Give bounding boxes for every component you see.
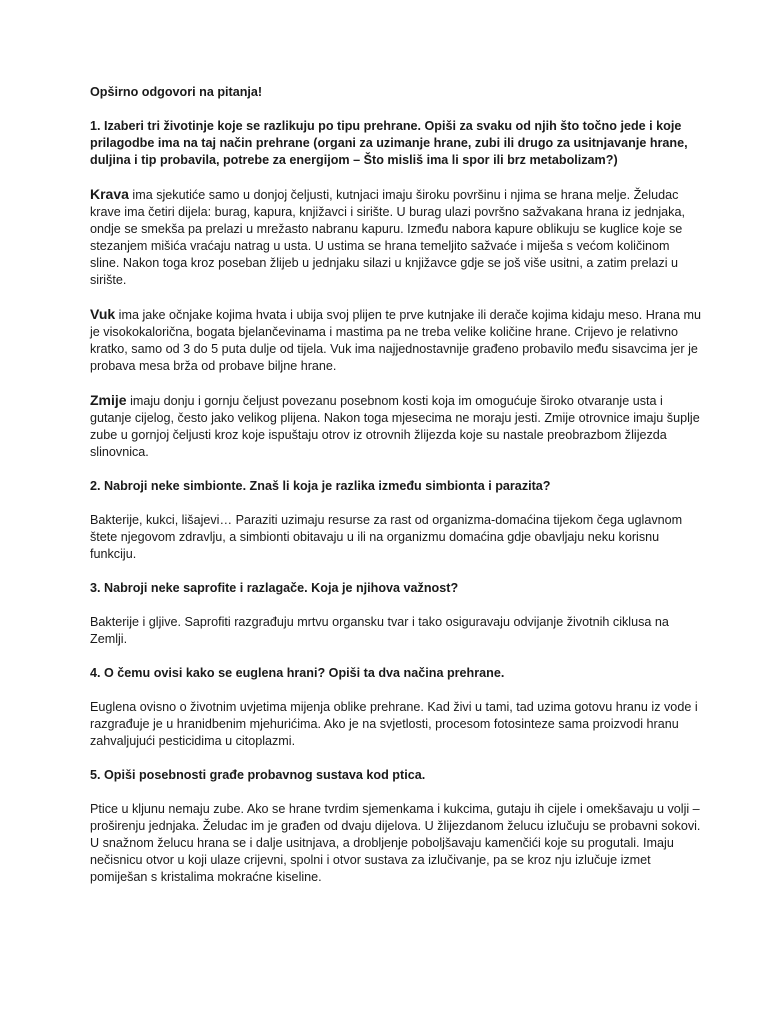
document-title: Opširno odgovori na pitanja! bbox=[90, 85, 263, 99]
text-krava: ima sjekutiće samo u donjoj čeljusti, kutnjaci imaju široku površinu i njima se hrana melje. Želudac krave ima četiri dijela: burag, kapura, knjižavci i sirište. U burag ulazi površno sažvakana hrana iz jednjaka, ondje se smekša pa prelazi u mrežasto nabranu kapuru. Između nabora kapure oblikuju se kuglice koje se stezanjem mišića vraćaju natrag u usta. U ustima se hrana temeljito sažvaće i miješa s većom količinom sline. Nakon toga kroz poseban žlijeb u jednjaku silazi u knjižavce gdje se još više usitni, a zatim prelazi u sirište. bbox=[90, 188, 685, 287]
text-zmije: imaju donju i gornju čeljust povezanu posebnom kosti koja im omogućuje široko otvaranje usta i gutanje cijelog, često jako velikog plijena. Nakon toga mjesecima ne moraju jesti. Zmije otrovnice imaju šuplje zube u gornjoj čeljusti kroz koje ispuštaju otrov iz otrovnih žlijezda koje su nastale preobrazbom žlijezda slinovnica. bbox=[90, 394, 700, 459]
question-3: 3. Nabroji neke saprofite i razlagače. Koja je njihova važnost? bbox=[90, 581, 459, 595]
lead-zmije: Zmije bbox=[90, 392, 127, 408]
question-2: 2. Nabroji neke simbionte. Znaš li koja je razlika između simbionta i parazita? bbox=[90, 479, 551, 493]
answer-2: Bakterije, kukci, lišajevi… Paraziti uzimaju resurse za rast od organizma-domaćina tijekom čega uglavnom štete njegovom zdravlju, a simbionti obitavaju u ili na organizmu domaćina gdje obavljaju neku korisnu funkciju. bbox=[90, 513, 683, 561]
lead-vuk: Vuk bbox=[90, 306, 116, 322]
question-5: 5. Opiši posebnosti građe probavnog sustava kod ptica. bbox=[90, 768, 426, 782]
question-1: 1. Izaberi tri životinje koje se razlikuju po tipu prehrane. Opiši za svaku od njih što točno jede i koje prilagodbe ima na taj način prehrane (organi za uzimanje hrane, zubi ili drugo za usitnjavanje hrane, duljina i tip probavila, potrebe za energijom – Što misliš ima li spor ili brz metabolizam?) bbox=[90, 119, 688, 167]
answer-3: Bakterije i gljive. Saprofiti razgrađuju mrtvu organsku tvar i tako osiguravaju odvijanje životnih ciklusa na Zemlji. bbox=[90, 615, 669, 646]
answer-krava bbox=[90, 186, 702, 289]
answer-4: Euglena ovisno o životnim uvjetima mijenja oblike prehrane. Kad živi u tami, tad uzima gotovu hranu iz vode i razgrađuje je u hranidbenim mjehurićima. Ako je na svjetlosti, procesom fotosinteze sama proizvodi hranu zahvaljujući pesticidima u citoplazmi. bbox=[90, 700, 698, 748]
answer-zmije bbox=[90, 392, 702, 461]
question-4: 4. O čemu ovisi kako se euglena hrani? Opiši ta dva načina prehrane. bbox=[90, 666, 505, 680]
answer-5: Ptice u kljunu nemaju zube. Ako se hrane tvrdim sjemenkama i kukcima, gutaju ih cijele i omekšavaju u volji – proširenju jednjaka. Želudac im je građen od dvaju dijelova. U žlijezdanom želucu izlučuju se probavni sokovi. U snažnom želucu hrana se i dalje usitnjava, a drobljenje poboljšavaju kamenčići koje su progutali. Imaju nečisnicu otvor u koji ulaze crijevni, spolni i otvor sustava za izlučivanje, pa se kroz nju izlučuje izmet pomiješan s kristalima mokraćne kiseline. bbox=[90, 802, 701, 884]
lead-krava: Krava bbox=[90, 186, 129, 202]
answer-vuk bbox=[90, 306, 702, 375]
document-page bbox=[90, 84, 702, 903]
text-vuk: ima jake očnjake kojima hvata i ubija svoj plijen te prve kutnjake ili derače kojima kidaju meso. Hrana mu je visokokalorična, bogata bjelančevinama i mastima pa ne treba velike količine hrane. Crijevo je relativno kratko, samo od 3 do 5 puta dulje od tijela. Vuk ima najjednostavnije građeno probavilo među sisavcima jer je probava mesa brža od probave biljne hrane. bbox=[90, 308, 702, 373]
